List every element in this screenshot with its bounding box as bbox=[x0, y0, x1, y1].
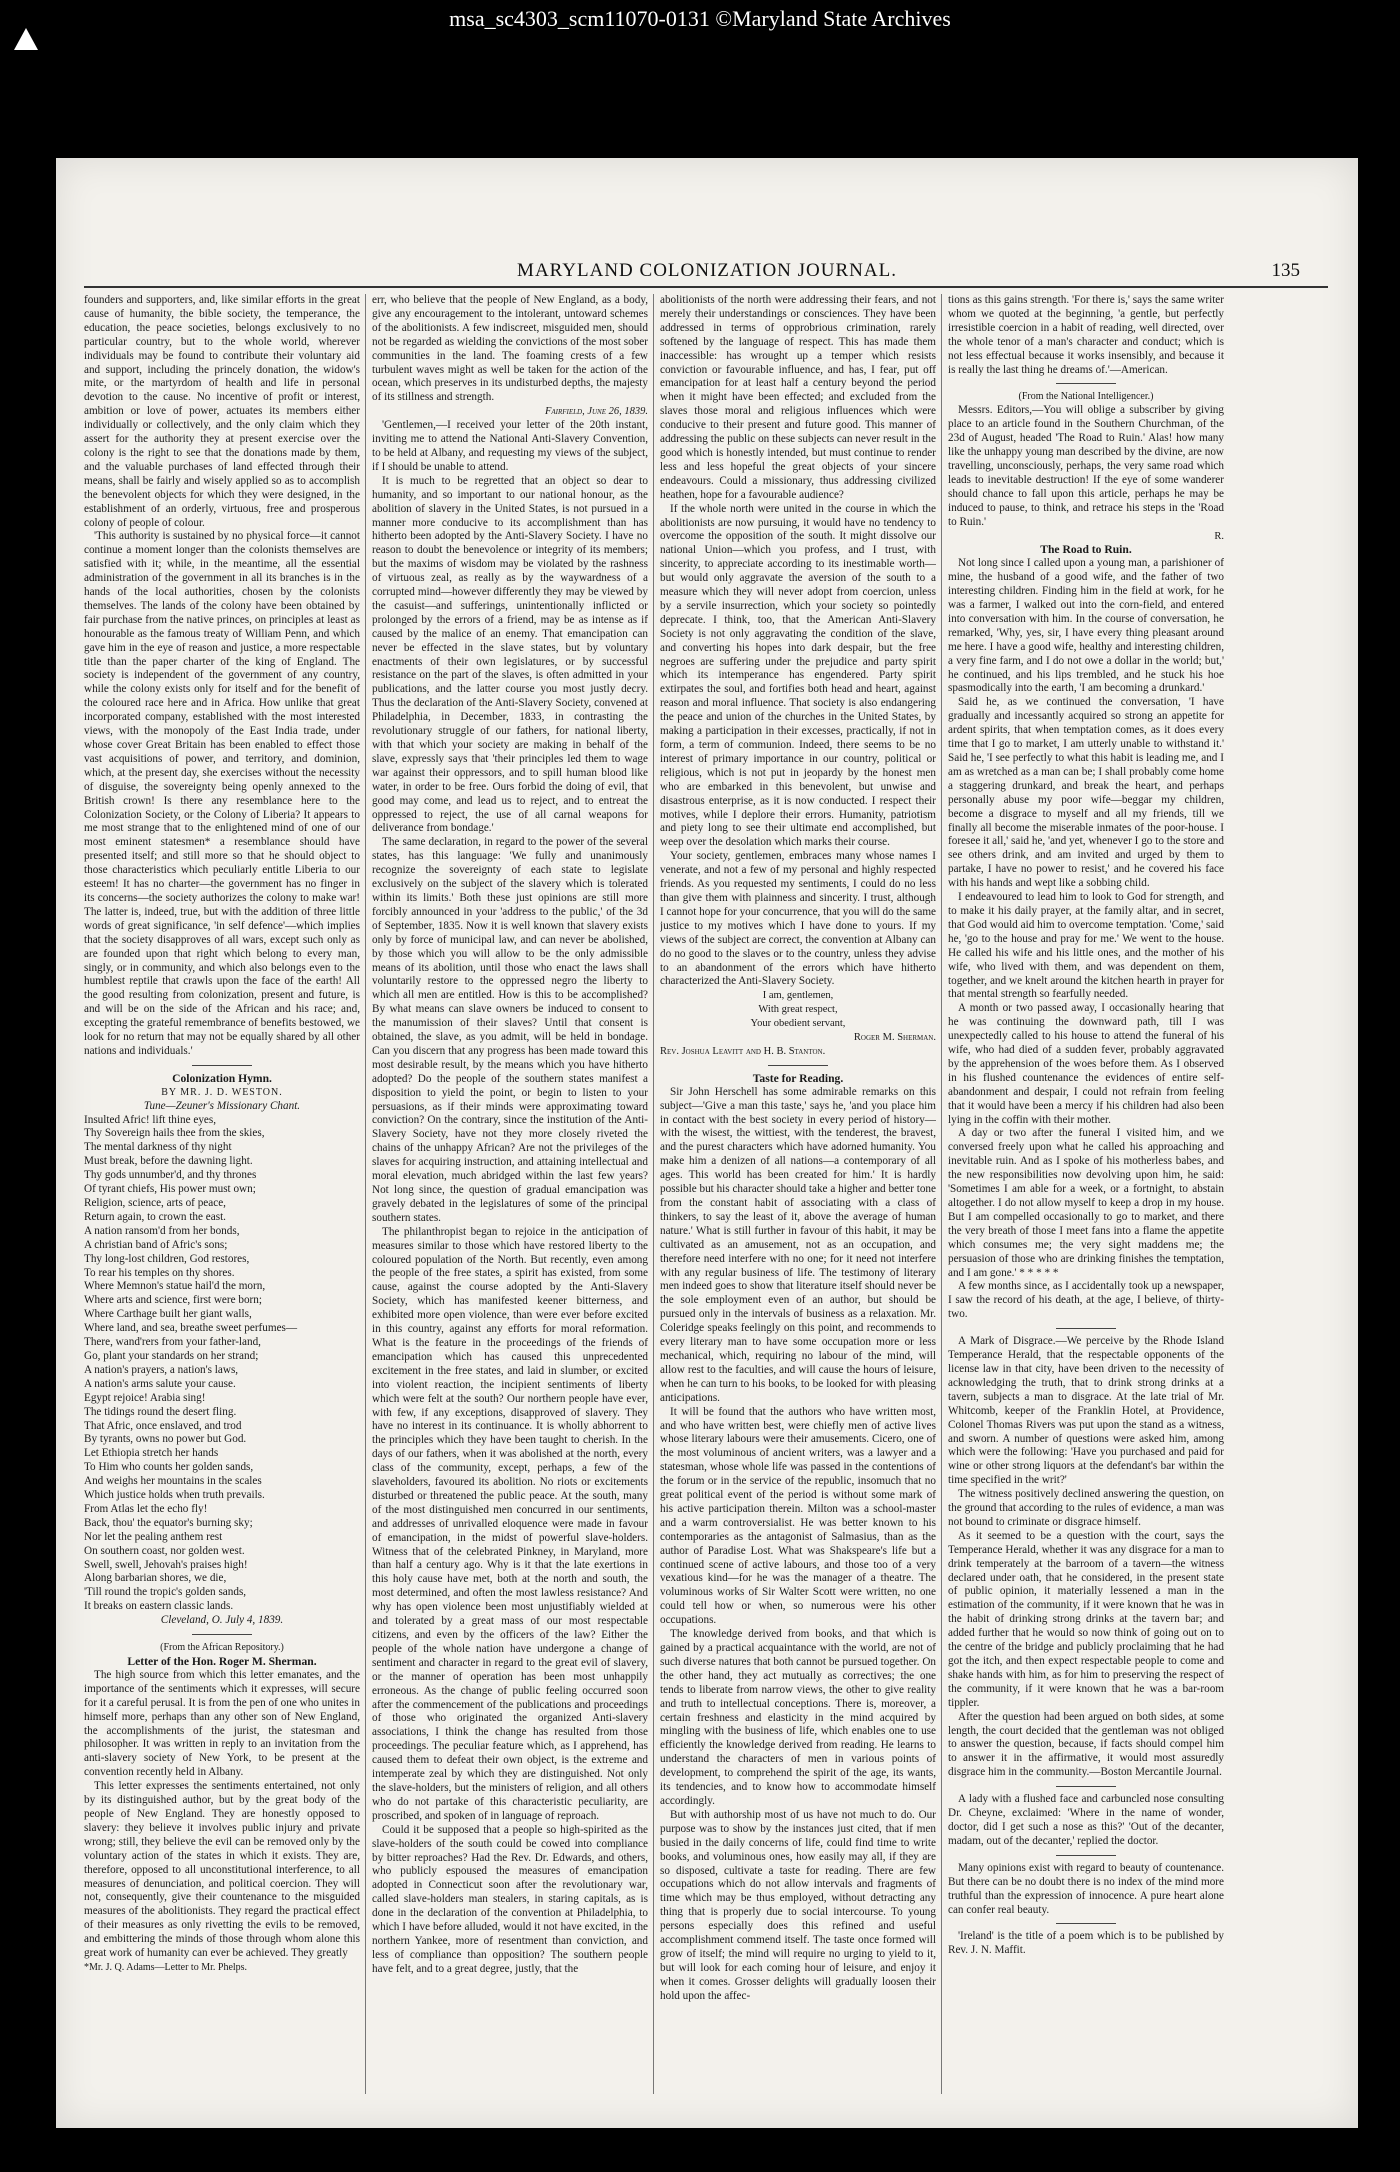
paragraph: Not long since I called upon a young man, a parishioner of mine, the husband of a good wife, and the father of two interesting children. Finding him in the field at work, for he was a farmer, I walked out into the corn-field, and entered into conversation with him. In the course of conversation, he remarked, 'Why, yes, sir, I have every thing pleasant around me here. I have a good wife, healthy and interesting children, a very fine farm, and I do not owe a dollar in the world; but,' he continued, and his lips trembled, and he stuck his hoe spasmodically into the earth, 'I am becoming a drunkard.' bbox=[948, 557, 1224, 695]
hymn-stanza: Let Ethiopia stretch her hands To Him who counts her golden sands, And weighs her mountains in the scales Which justice holds when truth prevails. bbox=[84, 1447, 265, 1502]
letter-initial: R. bbox=[1214, 530, 1224, 542]
paragraph: A Mark of Disgrace.—We perceive by the Rhode Island Temperance Herald, that the respectable opponents of the license law in that city, have been driven to the necessity of acknowledging the truth, that to drink strong drinks at a tavern, subjects a man to disgrace. At the late trial of Mr. Whitcomb, keeper of the Franklin Hotel, at Providence, Colonel Thomas Rivers was put upon the stand as a witness, and sworn. A number of questions were asked him, among which were the following: 'Have you purchased and paid for wine or other strong liquors at the defendant's bar within the time specified in the writ?' bbox=[948, 1335, 1224, 1487]
page-number: 135 bbox=[1271, 260, 1300, 281]
letter-dateline: Fairfield, June 26, 1839. bbox=[544, 406, 648, 418]
hymn-stanza: Insulted Afric! lift thine eyes, Thy Sovereign hails thee from the skies, The mental darkness of thy night Must break, before the dawning light. bbox=[84, 1113, 265, 1168]
column-2 bbox=[372, 294, 648, 2104]
hymn-dateline: Cleveland, O. July 4, 1839. bbox=[160, 1614, 284, 1627]
closing-line: I am, gentlemen, bbox=[762, 990, 834, 1002]
section-rule bbox=[192, 1634, 252, 1635]
hymn-author: BY MR. J. D. WESTON. bbox=[161, 1086, 283, 1098]
paragraph: It will be found that the authors who have written most, and who have written best, were chiefly men of active lives whose literary labours were their amusements. Cicero, one of the most voluminous of ancient writers, was a lawyer and a statesman, whose whole life was passed in the contentions of the forum or in the service of the republic, insomuch that no great political event of the period is without some mark of his active participation therein. Milton was a school-master and a warm controversialist. He was better known to his contemporaries as the antagonist of Salmasius, than as the author of Paradise Lost. What was Shakspeare's life but a continued scene of active labours, and those too of a very vexatious kind—for he was the manager of a theatre. The voluminous works of Sir Walter Scott were written, no one could tell how or when, so numerous were his other occupations. bbox=[660, 1405, 936, 1627]
archive-top-bar bbox=[0, 0, 1400, 150]
paragraph: abolitionists of the north were addressing their fears, and not merely their understandings or consciences. They have been addressed in terms of opprobrious crimination, rarely softened by the language of respect. This has made them inaccessible: has wrought up a temper which resists conviction or favourable influence, and has, I fear, put off emancipation for at least half a century beyond the period when it might have been effected; and excluded from the slaves those moral and religious influences which were conducive to their present and future good. This manner of addressing the public on these subjects can never result in the good which is honestly intended, but must continue to render less and less hopeful the great objects of your sincere endeavours. Could a missionary, thus addressing civilized heathen, hope for a favourable audience? bbox=[660, 294, 936, 501]
paragraph: 'This authority is sustained by no physical force—it cannot continue a moment longer than the colonists themselves are satisfied with it; while, in the meantime, all the essential administration of the government in all its branches is in the hands of the local authorities, chosen by the colonists themselves. The lands of the colony have been obtained by fair purchase from the native princes, on principles at least as honourable as the famous treaty of William Penn, and which gave him in the eye of reason and justice, a more respectable title than the paper charter of the king of England. The society is independent of the government of any country, while the colony exists only for itself and for the benefit of the coloured race here and in Africa. How unlike that great incorporated company, established with the most interested views, with the monopoly of the East India trade, under whose cover Great Britain has been enabled to effect those vast acquisitions of power, and territory, and dominion, which, at the present day, she exercises without the necessity of disguise, the sovereignty being openly annexed to the British crown! Is there any resemblance here to the Colonization Society, or the Colony of Liberia? It appears to me most strange that to the enlightened mind of one of our most eminent statesmen* a resemblance should have presented itself; and still more so that he should object to those characteristics which peculiarly entitle Liberia to our esteem! It has no charter—the government has no finger in its concerns—the society authorizes the colony to make war! The latter is, indeed, true, but with the addition of three little words of great significance, 'in self defence'—which implies that the society disapproves of all wars, except such only as are founded upon that right which belong to every man, singly, or in community, and which also belongs even to the humblest reptile that crawls upon the face of the earth! All the good resulting from colonization, present and future, is and will be on the side of the African and his race; and, excepting the grateful remembrance of benefits bestowed, we look for no return that may not be equally shared by all other nations and individuals.' bbox=[84, 530, 360, 1057]
paragraph: The high source from which this letter emanates, and the importance of the sentiments which it expresses, will secure for it a careful perusal. It is from the pen of one who unites in himself more, perhaps than any other son of New England, the accomplishments of the jurist, the statesman and philosopher. It was written in reply to an invitation from the anti-slavery society of New York, to be present at the convention recently held in Albany. bbox=[84, 1668, 360, 1779]
paragraph: 'Gentlemen,—I received your letter of the 20th instant, inviting me to attend the National Anti-Slavery Convention, to be held at Albany, and requesting my views of the subject, if I should be unable to attend. bbox=[372, 419, 648, 473]
hymn-stanza: Egypt rejoice! Arabia sing! The tidings round the desert fling. That Afric, once enslaved, and trod By tyrants, owns no power but God. bbox=[84, 1391, 247, 1446]
paragraph: Said he, as we continued the conversation, 'I have gradually and incessantly acquired so strong an appetite for ardent spirits, that when temptation comes, as it does every time that I go to market, I am utterly unable to withstand it.' Said he, 'I see perfectly to what this habit is leading me, and I am as wretched as a man can be; I shall probably come home a staggering drunkard, and break the heart, and perhaps personally abuse my poor wife—beggar my children, become a disgrace to myself and all my friends, till we finally all become the miserable inmates of the poor-house. I foresee it all,' said he, 'and yet, whenever I go to the store and see others drink, and am invited and urged by them to partake, I have no power to resist,' and he covered his face with his hands and wept like a sobbing child. bbox=[948, 696, 1224, 890]
section-rule bbox=[1056, 1923, 1116, 1924]
letter-title: Letter of the Hon. Roger M. Sherman. bbox=[127, 1655, 317, 1668]
archive-header: msa_sc4303_scm11070-0131 ©Maryland State Archives bbox=[449, 6, 951, 31]
column-1 bbox=[84, 294, 360, 2104]
header-rule bbox=[84, 286, 1328, 288]
column-3 bbox=[660, 294, 936, 2104]
paragraph: If the whole north were united in the course in which the abolitionists are now pursuing, it would have no tendency to overcome the opposition of the south. It might dissolve our national Union—which you profess, and I trust, with sincerity, to appreciate according to its inestimable worth—but would only aggravate the aversion of the south to a measure which they will never adopt from coercion, unless by a servile insurrection, which your society so pointedly deprecate. I think, too, that the American Anti-Slavery Society is not only aggravating the condition of the slave, and converting his hopes into dark despair, but the free negroes are suffering under the prejudice and party spirit which its intemperance has engendered. Party spirit extirpates the soul, and fortifies both head and heart, against reason and moral influence. That society is also endangering the peace and union of the churches in the United States, by making a participation in their excesses, practically, if not in form, a term of communion. Indeed, there seems to be no interest of primary importance in our country, political or religious, which is not put in jeopardy by the honest men who are embarked in this benevolent, but unwise and disastrous enterprise, as it is now conducted. I respect their motives, while I deplore their errors. Humanity, patriotism and piety long to see their ultimate end accomplished, but weep over the desolation which marks their course. bbox=[660, 502, 936, 849]
page-header bbox=[56, 260, 1358, 286]
paragraph: Could it be supposed that a people so high-spirited as the slave-holders of the south could be cowed into compliance by bitter reproaches? Had the Rev. Dr. Edwards, and others, who publicly espoused the measures of emancipation adopted in Connecticut soon after the revolutionary war, called slave-holders man stealers, in staring capitals, as is done in the declaration of the convention at Philadelphia, to which I have before alluded, would it not have excited, in the northern Yankee, more of resentment than conviction, and less of compliance than opposition? The southern people have felt, and to a great degree, justly, that the bbox=[372, 1823, 648, 1975]
paragraph: err, who believe that the people of New England, as a body, give any encouragement to the intolerant, untoward schemes of the abolitionists. A few indiscreet, misguided men, should not be regarded as wielding the convictions of the most sober communities in the land. The foaming crests of a few turbulent waves might as well be taken for the action of the ocean, which preserves in its undisturbed depths, the majesty of its stillness and strength. bbox=[372, 294, 648, 404]
paragraph: This letter expresses the sentiments entertained, not only by its distinguished author, but by the great body of the people of New England. They are honestly opposed to slavery: they believe it involves public injury and private wrong; still, they believe the evil can be removed only by the voluntary action of the states in which it exists. They are, therefore, opposed to all unconstitutional interference, to all measures of denunciation, and political coercion. They will not, consequently, give their countenance to the misguided measures of the abolitionists. They regard the practical effect of their measures as only rivetting the evils to be removed, and embittering the minds of those through whom alone this great work of humanity can ever be achieved. They greatly bbox=[84, 1780, 360, 1960]
hymn-title: Colonization Hymn. bbox=[172, 1071, 272, 1085]
section-rule bbox=[1056, 1786, 1116, 1787]
paragraph: tions as this gains strength. 'For there is,' says the same writer whom we quoted at the beginning, 'a gentle, but perfectly irresistible coercion in a habit of reading, well directed, over the whole tenor of a man's character and conduct; which is not less effectual because it works insensibly, and because it is really the last thing he dreams of.'—American. bbox=[948, 294, 1224, 376]
article-title: The Road to Ruin. bbox=[1040, 543, 1132, 557]
column-divider bbox=[941, 294, 942, 2094]
paragraph: 'Ireland' is the title of a poem which is to be published by Rev. J. N. Maffit. bbox=[948, 1930, 1224, 1957]
hymn-tune: Tune—Zeuner's Missionary Chant. bbox=[143, 1099, 301, 1112]
paragraph: Your society, gentlemen, embraces many whose names I venerate, and not a few of my personal and highly respected friends. As you requested my sentiments, I could do no less than give them with plainness and sincerity. I trust, although I cannot hope for your concurrence, that you will do the same justice to my motives which I have done to yours. If my views of the subject are correct, the convention at Albany can do no good to the slaves or to the country, unless they advise to an abandonment of the errors which have hitherto characterized the Anti-Slavery Society. bbox=[660, 850, 936, 988]
paragraph: The philanthropist began to rejoice in the anticipation of measures similar to those which have restored liberty to the coloured population of the North. But recently, even among the people of the free states, a spirit has existed, from some cause, against the course adopted by the Anti-Slavery Society, which has manifested keener bitterness, and exhibited more open violence, than were ever before excited in this country, against any efforts for moral reformation. What is the feature in the proceedings of the friends of emancipation which has caused this unprecedented excitement in the free states, and laid in slumber, or excited into violent reaction, the incipient sentiments of liberty which were felt at the south? Our northern people have ever, with few, if any exceptions, disapproved of slavery. They have no interest in its continuance. It is wholly abhorrent to the principles which they have been taught to cherish. In the days of our fathers, when it was abolished at the north, every class of the community, except, perhaps, a few of the slaveholders, favoured its abolition. No riots or excitements disturbed or threatened the public peace. At the south, many of the most distinguished men concurred in our sentiments, and addresses of unrivalled eloquence were made in favour of emancipation, in the midst of powerful slave-holders. Witness that of the celebrated Pinkney, in Maryland, more than half a century ago. Why is it that the late exertions in this holy cause have met, both at the north and south, the most determined, and often the most lawless resistance? And why has open violence been most unjustifiably wielded at and tolerated by a great mass of our most respectable citizens, and even by the officers of the law? Either the people of the whole nation have undergone a change of sentiment and character in regard to the great evil of slavery, or the manner of operation has been most unhappily erroneous. As the change of public feeling occurred soon after the commencement of the publications and proceedings of those who originated the organized Anti-slavery associations, I think the change has resulted from those proceedings. The peculiar feature which, as I apprehend, has caused them to defeat their own object, is the extreme and intemperate zeal by which they are distinguished. Not only the slave-holders, but the ministers of religion, and all others who do not partake of this characteristic peculiarity, are proscribed, and spoken of in language of reproach. bbox=[372, 1225, 648, 1822]
paragraph: As it seemed to be a question with the court, says the Temperance Herald, whether it was any disgrace for a man to drink temperately at the barroom of a tavern—the witness declared under oath, that he considered, in the present state of public opinion, it materially lessened a man in the estimation of the community, if it were known that he was in the habit of drinking strong drinks at the tavern bar; and added further that he would so now think of going out on to the centre of the bridge and publicly proclaiming that he had got the itch, and then expect respectable people to come and shake hands with him, as for him to preserving the respect of the community, if it were known that he was a bar-room tippler. bbox=[948, 1529, 1224, 1709]
paragraph: Sir John Herschell has some admirable remarks on this subject—'Give a man this taste,' says he, 'and you place him in contact with the best society in every period of history—with the wisest, the wittiest, with the tenderest, the bravest, and the purest characters which have adorned humanity. You make him a denizen of all nations—a contemporary of all ages. This world has been created for him.' It is hardly possible but his character should take a higher and better tone from the constant habit of associating with a class of thinkers, to say the least of it, above the average of human nature.' What is still further in favour of this habit, it may be cultivated as an amusement, not as an occupation, and therefore need interfere with no one; for it need not interfere with any regular business of life. The testimony of literary men indeed goes to show that literature itself should never be the sole employment even of an author, but should be pursued only in the intervals of business as a relaxation. Mr. Coleridge speaks feelingly on this point, and recommends to every literary man to have some occupation more or less mechanical, which, requiring no labour of the mind, will allow rest to the faculties, and will cause the hours of leisure, when he can turn to his books, to be looked for with pleasing anticipations. bbox=[660, 1085, 936, 1404]
article-title: Taste for Reading. bbox=[752, 1071, 844, 1085]
scanned-page bbox=[56, 158, 1358, 2128]
paragraph: After the question had been argued on both sides, at some length, the court decided that the gentleman was not obliged to answer the question, because, if facts should compel him to answer it in the affirmative, it would most assuredly disgrace him in the community.—Boston Mercantile Journal. bbox=[948, 1710, 1224, 1779]
closing-line: With great respect, bbox=[758, 1004, 838, 1016]
section-rule bbox=[192, 1065, 252, 1066]
section-rule bbox=[1056, 1328, 1116, 1329]
paragraph: Messrs. Editors,—You will oblige a subscriber by giving place to an article found in the Southern Churchman, of the 23d of August, headed 'The Road to Ruin.' Alas! how many like the unhappy young man described by the divine, are now travelling, unconsciously, perhaps, the very same road which leads to inevitable destruction! If the eye of some wanderer should chance to fall upon this article, perhaps he may be induced to pause, to think, and retrace his steps in the 'Road to Ruin.' bbox=[948, 404, 1224, 528]
section-rule bbox=[1056, 1855, 1116, 1856]
source-note: (From the National Intelligencer.) bbox=[1018, 391, 1154, 403]
paragraph: A few months since, as I accidentally took up a newspaper, I saw the record of his death, at the age, I believe, of thirty-two. bbox=[948, 1280, 1224, 1321]
hymn-stanza: Thy gods unnumber'd, and thy thrones Of tyrant chiefs, His power must own; Religion, science, arts of peace, Return again, to crown the east. bbox=[84, 1169, 257, 1223]
journal-title: MARYLAND COLONIZATION JOURNAL. bbox=[517, 260, 897, 281]
column-divider bbox=[653, 294, 654, 2094]
paragraph: I endeavoured to lead him to look to God for strength, and to make it his daily prayer, at the family altar, and in secret, that God would aid him to overcome temptation. 'Come,' said he, 'go to the house and pray for me.' We went to the house. He called his wife and his little ones, and the mother of his wife, who lived with them, and was dependent on them, together, and we knelt around the kitchen hearth in prayer for that mental strength so fearfully needed. bbox=[948, 891, 1224, 1001]
column-4 bbox=[948, 294, 1224, 2104]
paragraph: It is much to be regretted that an object so dear to humanity, and so important to our national honour, as the abolition of slavery in the United States, is not pursued in a manner more conducive to its accomplishment than has hitherto been adopted by the Anti-Slavery Society. I have no reason to doubt the benevolence or integrity of its members; but the maxims of wisdom may be violated by the rashness of virtuous zeal, as really as by the waywardness of a corrupted mind—however differently they may be viewed by the casuist—and sufferings, unintentionally inflicted or prolonged by the errors of a friend, may be as intense as if caused by the malice of an enemy. That emancipation can never be effected in the slave states, but by voluntary enactments of their own legislatures, or by successful resistance on the part of the slaves, is often admitted in your publications, and the latter course you most justly decry. Thus the declaration of the Anti-Slavery Society, convened at Philadelphia, in December, 1833, in contrasting the revolutionary struggle of our fathers, for national liberty, with that which your society are making in behalf of the slave, expressly says that 'their principles led them to wage war against their oppressors, and to spill human blood like water, in order to be free. Ours forbid the doing of evil, that good may come, and lead us to reject, and to entreat the oppressed to reject, the use of all carnal weapons for deliverance from bondage.' bbox=[372, 474, 648, 835]
hymn-stanza: Swell, swell, Jehovah's praises high! Along barbarian shores, we die, 'Till round the tropic's golden sands, It breaks on eastern classic lands. bbox=[84, 1558, 248, 1613]
hymn-stanza: Where Memnon's statue hail'd the morn, Where arts and science, first were born; Where Carthage built her giant walls, Where land, and sea, breathe sweet perfumes— bbox=[84, 1280, 298, 1335]
paragraph: The witness positively declined answering the question, on the ground that according to the rules of evidence, a man was not bound to criminate or disgrace himself. bbox=[948, 1488, 1224, 1528]
paragraph: Many opinions exist with regard to beauty of countenance. But there can be no doubt there is no index of the mind more truthful than the expression of innocence. A pure heart alone can confer real beauty. bbox=[948, 1861, 1224, 1916]
paragraph: founders and supporters, and, like similar efforts in the great cause of humanity, the bible society, the temperance, the education, the peace societies, belongs exclusively to no particular country, but to the whole world, wherever individuals may be found to contribute their voluntary aid and support, including the princely donation, the widow's mite, or the martyrdom of health and life in personal devotion to the cause. No incentive of profit or interest, ambition or love of power, actuates its members either individually or collectively, and the only claim which they assert for the authority they at present exercise over the colony is the right to see that the donations made by them, and the valuable purchases of land effected through their means, shall be fairly and wisely applied so as to accomplish the benevolent objects for which they were designed, in the establishment of an orderly, virtuous, free and prosperous colony of people of colour. bbox=[84, 294, 360, 529]
column-divider bbox=[365, 294, 366, 2094]
footnote: *Mr. J. Q. Adams—Letter to Mr. Phelps. bbox=[84, 1961, 248, 1973]
letter-addressee: Rev. Joshua Leavitt and H. B. Stanton. bbox=[660, 1045, 826, 1057]
section-rule bbox=[1056, 383, 1116, 384]
hymn-stanza: From Atlas let the echo fly! Back, thou' the equator's burning sky; Nor let the pealing anthem rest On southern coast, nor golden west. bbox=[84, 1502, 253, 1557]
hymn-stanza: A nation ransom'd from her bonds, A christian band of Afric's sons; Thy long-lost children, God restores, To rear his temples on thy shores. bbox=[84, 1224, 250, 1279]
source-note: (From the African Repository.) bbox=[160, 1642, 284, 1654]
paragraph: A day or two after the funeral I visited him, and we conversed freely upon what he called his approaching and inevitable ruin. And as I spoke of his motherless babes, and the new responsibilities now devolving upon him, he said: 'Sometimes I am able for a week, or a fortnight, to abstain altogether. I do not allow myself to keep a drop in my house. But I am compelled occasionally to go to market, and there the very breath of those I meet fans into a flame the appetite which consumes me; the very sight maddens me; the persuasion of those who are drinking finishes the temptation, and I am gone.' * * * * * bbox=[948, 1127, 1224, 1279]
section-rule bbox=[768, 1065, 828, 1066]
closing-line: Your obedient servant, bbox=[750, 1018, 846, 1030]
paragraph: A lady with a flushed face and carbuncled nose consulting Dr. Cheyne, exclaimed: 'Where in the name of wonder, doctor, did I get such a nose as this?' 'Out of the decanter, madam, out of the decanter,' replied the doctor. bbox=[948, 1793, 1224, 1847]
letter-signature: Roger M. Sherman. bbox=[853, 1032, 936, 1044]
paragraph: But with authorship most of us have not much to do. Our purpose was to show by the instances just cited, that if men busied in the daily concerns of life, could find time to write books, and voluminous ones, how easily may all, if they are so disposed, cultivate a taste for reading. There are few occupations which do not allow intervals and fragments of time which may be thus employed, without detracting any thing that is properly due to social intercourse. To young persons especially does this refined and useful accomplishment commend itself. The taste once formed will grow of itself; the mind will require no urging to yield to it, but will look for each coming hour of leisure, and enjoy it when it comes. Grosser delights will gradually loosen their hold upon the affec- bbox=[660, 1808, 936, 2002]
paragraph: A month or two passed away, I occasionally hearing that he was continuing the downward path, till I was unexpectedly called to his house to attend the funeral of his wife, who had died of a sudden fever, probably aggravated by the apprehension of the woes before them. As I observed in his flushed countenance the evidences of entire self-abandonment and despair, I could not refrain from feeling that it would have been a mercy if his children had also been lying in the coffin with their mother. bbox=[948, 1002, 1224, 1126]
hymn-stanza: There, wand'rers from your father-land, Go, plant your standards on her strand; A nation's prayers, a nation's laws, A nation's arms salute your cause. bbox=[84, 1336, 261, 1390]
paragraph: The knowledge derived from books, and that which is gained by a practical acquaintance with the world, are not of such diverse natures that both cannot be pursued together. On the other hand, they act mutually as correctives; the one tends to liberate from narrow views, the other to give reality and truth to intellectual conceptions. There is, moreover, a certain freshness and elasticity in the mind acquired by mingling with the business of life, which enables one to use efficiently the knowledge derived from reading. He learns to understand the characters of men in various points of development, to comprehend the spirit of the age, its wants, its tendencies, and to know how to accommodate himself accordingly. bbox=[660, 1628, 936, 1807]
paragraph: The same declaration, in regard to the power of the several states, has this language: 'We fully and unanimously recognize the sovereignty of each state to legislate exclusively on the subject of the slavery which is tolerated within its limits.' Both these just opinions are still more forcibly announced in your 'address to the public,' of the 3d of September, 1835. Now it is well known that slavery exists only by force of municipal law, and can never be abolished, by those which you will allow to be the only admissible means of its abolition, until those who enact the laws shall voluntarily restore to the oppressed negro the liberty to which all men are entitled. How is this to be accomplished? By what means can slave owners be induced to consent to the manumission of their slaves? Until that consent is obtained, the slave, as you admit, will be held in bondage. Can you discern that any progress has been made toward this most desirable result, by the means which you have hitherto adopted? Do the people of the southern states manifest a disposition to yield the point, or begin to listen to your persuasions, as if their minds were approximating toward conviction? On the contrary, since the institution of the Anti-Slavery Society, have not they more closely riveted the chains of the unhappy African? Are not the privileges of the slaves for acquiring instruction, and attaining intellectual and moral elevation, much abridged within the last few years? Not long since, the question of gradual emancipation was gravely debated in the legislatures of some of the principal southern states. bbox=[372, 836, 648, 1224]
